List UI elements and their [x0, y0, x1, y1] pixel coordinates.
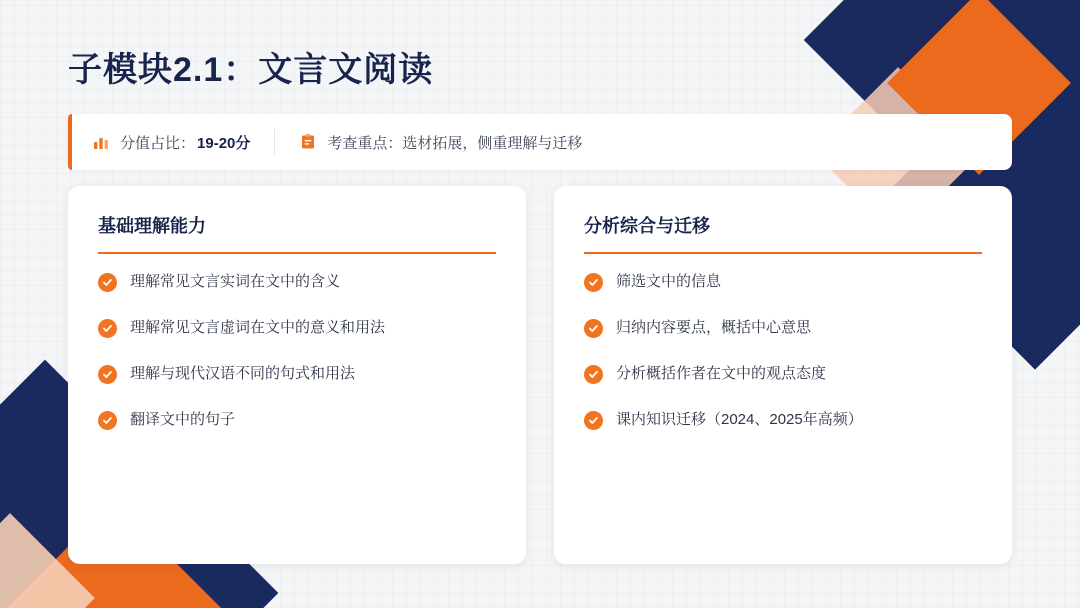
- card-title-rule: [584, 252, 982, 254]
- check-icon: [98, 365, 117, 384]
- check-icon: [584, 319, 603, 338]
- list-item: [584, 410, 982, 430]
- info-item-focus: [275, 114, 606, 170]
- list-item: [584, 272, 982, 292]
- info-bar: [68, 114, 1012, 170]
- clipboard-icon: [299, 133, 317, 151]
- card-title-rule: [98, 252, 496, 254]
- bar-chart-icon: [92, 133, 110, 151]
- check-icon: [98, 319, 117, 338]
- check-icon: [584, 273, 603, 292]
- list-item: [98, 364, 496, 384]
- check-icon: [584, 411, 603, 430]
- check-icon: [98, 411, 117, 430]
- check-icon: [584, 365, 603, 384]
- check-icon: [98, 273, 117, 292]
- info-bar-accent-stripe: [68, 114, 72, 170]
- list-item: [98, 272, 496, 292]
- card-analysis-transfer: [554, 186, 1012, 564]
- list-item-label: 翻译文中的句子: [130, 411, 236, 428]
- list-item: [98, 410, 496, 430]
- list-item-label: 理解常见文言虚词在文中的意义和用法: [130, 319, 386, 336]
- focus-value: 选材拓展，侧重理解与迁移: [402, 134, 583, 152]
- list-item: [98, 318, 496, 338]
- list-item-label: 归纳内容要点，概括中心意思: [616, 319, 812, 336]
- list-item: [584, 364, 982, 384]
- list-item-label: 分析概括作者在文中的观点态度: [616, 365, 827, 382]
- list-item: [584, 318, 982, 338]
- cards-container: [68, 186, 1012, 564]
- score-value: 19-20分: [197, 134, 251, 152]
- card-title: 分析综合与迁移: [584, 216, 710, 236]
- list-item-label: 筛选文中的信息: [616, 273, 722, 290]
- list-item-label: 理解与现代汉语不同的句式和用法: [130, 365, 356, 382]
- list-item-label: 课内知识迁移（2024、2025年高频）: [616, 411, 863, 428]
- list-item-label: 理解常见文言实词在文中的含义: [130, 273, 341, 290]
- info-item-score: [68, 114, 274, 170]
- page-title: 子模块2.1：文言文阅读: [68, 51, 434, 89]
- card-title: 基础理解能力: [98, 216, 206, 236]
- score-label: 分值占比：: [120, 134, 196, 152]
- card-basic-understanding: [68, 186, 526, 564]
- focus-label: 考查重点：: [327, 134, 403, 152]
